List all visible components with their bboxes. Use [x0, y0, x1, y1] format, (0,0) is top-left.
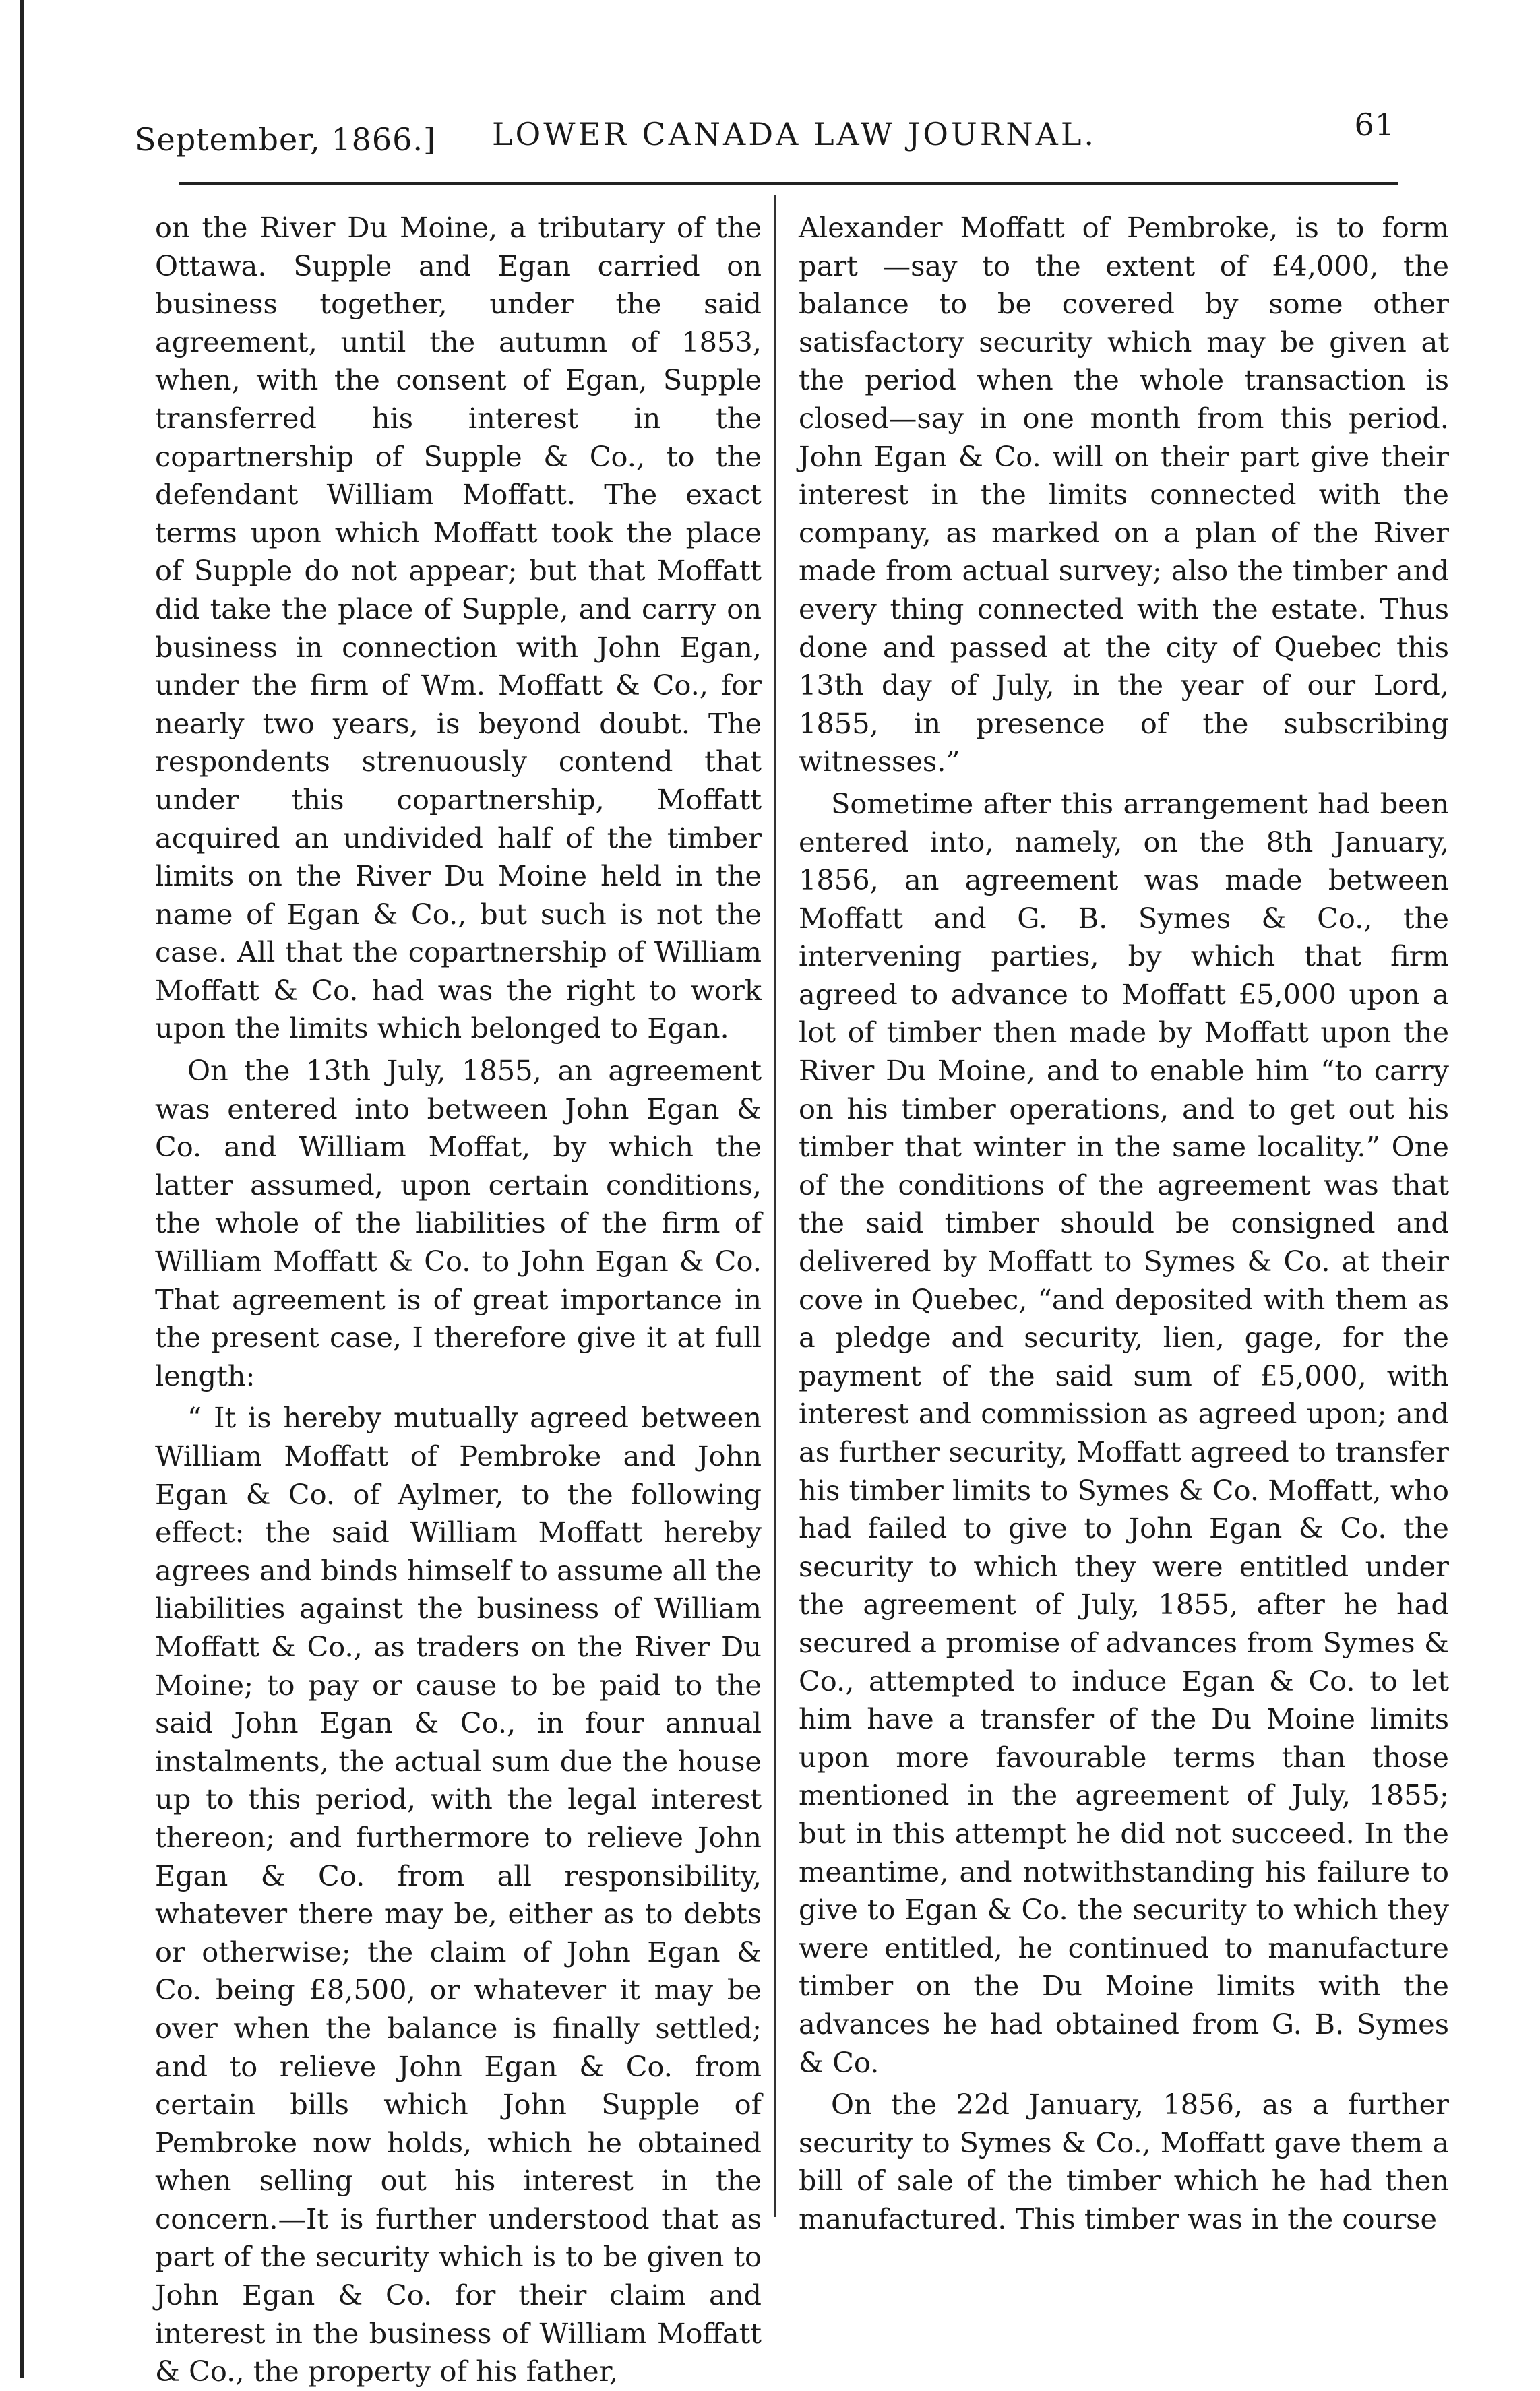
binding-edge-line: [20, 0, 24, 2378]
paragraph: on the River Du Moine, a tributary of the Ottawa. Supple and Egan carried on business together, under the said agreement, until the autumn of 1853, when, with the consent of Egan, Supple transferred his interest in the copartnership of Supple & Co., to the defendant William Moffatt. The exact terms upon which Moffatt took the place of Supple do not appear; but that Moffatt did take the place of Supple, and carry on business in connection with John Egan, under the firm of Wm. Moffatt & Co., for nearly two years, is beyond doubt. The respondents strenuously contend that under this copartnership, Moffatt acquired an undivided half of the timber limits on the River Du Moine held in the name of Egan & Co., but such is not the case. All that the copartnership of William Moffatt & Co. had was the right to work upon the limits which belonged to Egan.: [155, 211, 762, 1045]
header-date: September, 1866.]: [135, 121, 436, 158]
left-column: [155, 209, 762, 2391]
running-header: [128, 101, 1402, 175]
paragraph: On the 13th July, 1855, an agreement was entered into between John Egan & Co. and William Moffat, by which the latter assumed, upon certain conditions, the whole of the liabilities of the firm of William Moffatt & Co. to John Egan & Co. That agreement is of great importance in the present case, I therefore give it at full length:: [155, 1054, 762, 1392]
paragraph: Alexander Moffatt of Pembroke, is to form part —say to the extent of £4,000, the balance to be covered by some other satisfactory security which may be given at the period when the whole transaction is closed—say in one month from this period. John Egan & Co. will on their part give their interest in the limits connected with the company, as marked on a plan of the River made from actual survey; also the timber and every thing connected with the estate. Thus done and passed at the city of Quebec this 13th day of July, in the year of our Lord, 1855, in presence of the subscribing witnesses.”: [799, 211, 1449, 778]
journal-title: LOWER CANADA LAW JOURNAL.: [492, 116, 1097, 152]
header-rule: [179, 182, 1398, 185]
paragraph: Sometime after this arrangement had been entered into, namely, on the 8th January, 1856, an agreement was made between Moffatt and G. B. Symes & Co., the intervening parties, by which that firm agreed to advance to Moffatt £5,000 upon a lot of timber then made by Moffatt upon the River Du Moine, and to enable him “to carry on his timber operations, and to get out his timber that winter in the same locality.” One of the conditions of the agreement was that the said timber should be consigned and delivered by Moffatt to Symes & Co. at their cove in Quebec, “and deposited with them as a pledge and security, lien, gage, for the payment of the said sum of £5,000, with interest and commission as agreed upon; and as further security, Moffatt agreed to transfer his timber limits to Symes & Co. Moffatt, who had failed to give to John Egan & Co. the security to which they were entitled under the agreement of July, 1855, after he had secured a promise of advances from Symes & Co., attempted to induce Egan & Co. to let him have a transfer of the Du Moine limits upon more favourable terms than those mentioned in the agreement of July, 1855; but in this attempt he did not succeed. In the meantime, and notwithstanding his failure to give to Egan & Co. the security to which they were entitled, he continued to manufacture timber on the Du Moine limits with the advances he had obtained from G. B. Symes & Co.: [799, 786, 1449, 2079]
column-divider: [774, 195, 776, 2217]
paragraph: On the 22d January, 1856, as a further security to Symes & Co., Moffatt gave them a bill of sale of the timber which he had then manufactured. This timber was in the course: [799, 2088, 1449, 2235]
paragraph: “ It is hereby mutually agreed between William Moffatt of Pembroke and John Egan & Co. of Aylmer, to the following effect: the said William Moffatt hereby agrees and binds himself to assume all the liabilities against the business of William Moffatt & Co., as traders on the River Du Moine; to pay or cause to be paid to the said John Egan & Co., in four annual instalments, the actual sum due the house up to this period, with the legal interest thereon; and furthermore to relieve John Egan & Co. from all responsibility, whatever there may be, either as to debts or otherwise; the claim of John Egan & Co. being £8,500, or whatever it may be over when the balance is finally settled; and to relieve John Egan & Co. from certain bills which John Supple of Pembroke now holds, which he obtained when selling out his interest in the concern.—It is further understood that as part of the security which is to be given to John Egan & Co. for their claim and interest in the business of William Moffatt & Co., the property of his father,: [155, 1401, 762, 2388]
page-number: 61: [1354, 106, 1395, 143]
right-column: [799, 209, 1449, 2238]
